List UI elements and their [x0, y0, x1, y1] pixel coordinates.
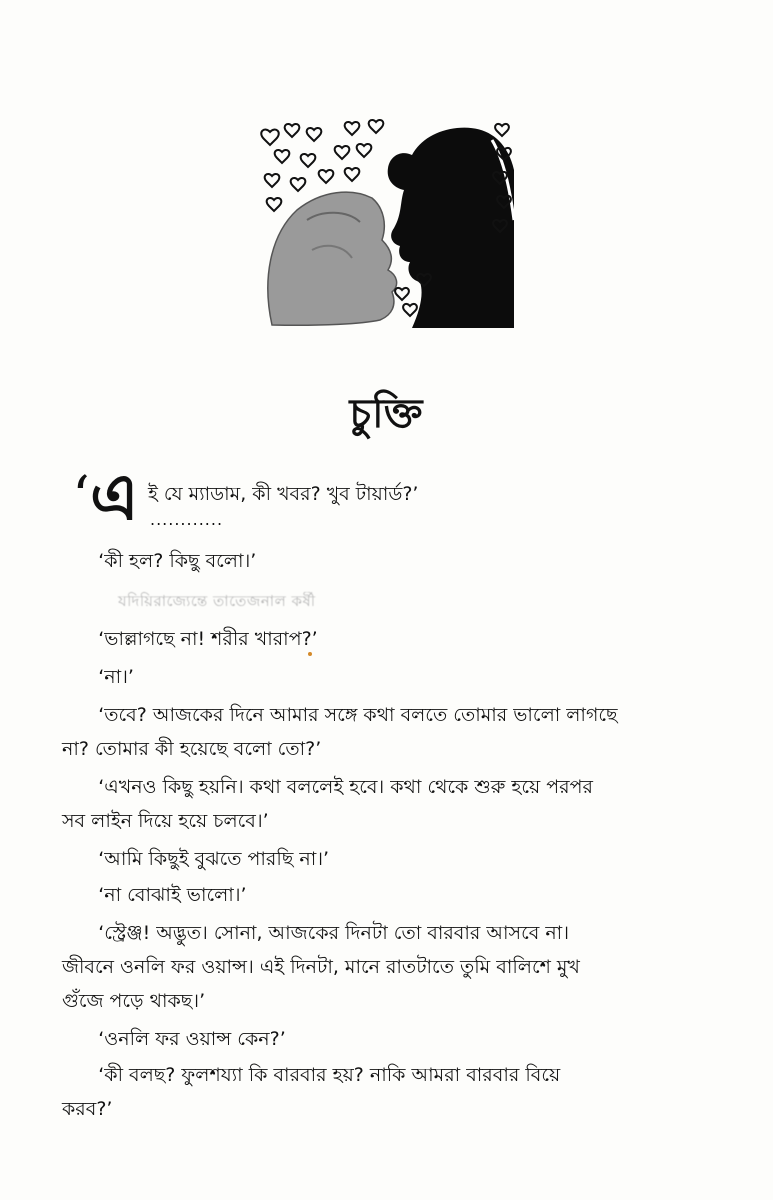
ellipsis-line: ............	[150, 510, 224, 529]
paragraph: ‘না বোঝাই ভালো।’	[62, 884, 247, 906]
opening-line: ই যে ম্যাডাম, কী খবর? খুব টায়ার্ড?’	[148, 483, 419, 505]
paragraph: ‘কী হল? কিছু বলো।’	[62, 550, 257, 572]
paragraph: ‘এখনও কিছু হয়নি। কথা বললেই হবে। কথা থেকে শুরু হয়ে পরপর সব লাইন দিয়ে হয়ে চলবে।’	[62, 776, 593, 832]
paragraph: ‘তবে? আজকের দিনে আমার সঙ্গে কথা বলতে তোমার ভালো লাগছে না? তোমার কী হয়েছে বলো তো?’	[62, 704, 618, 760]
drop-cap: এ	[90, 461, 139, 535]
paragraph: ‘না।’	[62, 666, 134, 688]
paragraph: ‘আমি কিছুই বুঝতে পারছি না।’	[62, 848, 330, 870]
opening-quote-mark: ‘	[72, 465, 90, 530]
paragraph: ‘কী বলছ? ফুলশয্যা কি বারবার হয়? নাকি আমরা বারবার বিয়ে করব?’	[62, 1064, 561, 1120]
paragraph: ‘স্ট্রেঞ্জ! অদ্ভুত। সোনা, আজকের দিনটা তো বারবার আসবে না। জীবনে ওনলি ফর ওয়ান্স। এই দিনটা, মানে রাতটাতে তুমি বালিশে মুখ গুঁজে পড়ে থাকছ।’	[62, 922, 580, 1012]
paragraph: ‘ভাল্লাগছে না! শরীর খারাপ?’	[62, 628, 318, 650]
paragraph: ‘ওনলি ফর ওয়ান্স কেন?’	[62, 1028, 286, 1050]
faded-text-line: যদিয়িরাজ্যেন্তে তাতেজনাল কর্ষী	[118, 592, 316, 610]
chapter-title: চুক্তি	[349, 391, 424, 437]
couple-silhouette-illustration	[252, 110, 516, 330]
ink-speck	[308, 652, 312, 656]
